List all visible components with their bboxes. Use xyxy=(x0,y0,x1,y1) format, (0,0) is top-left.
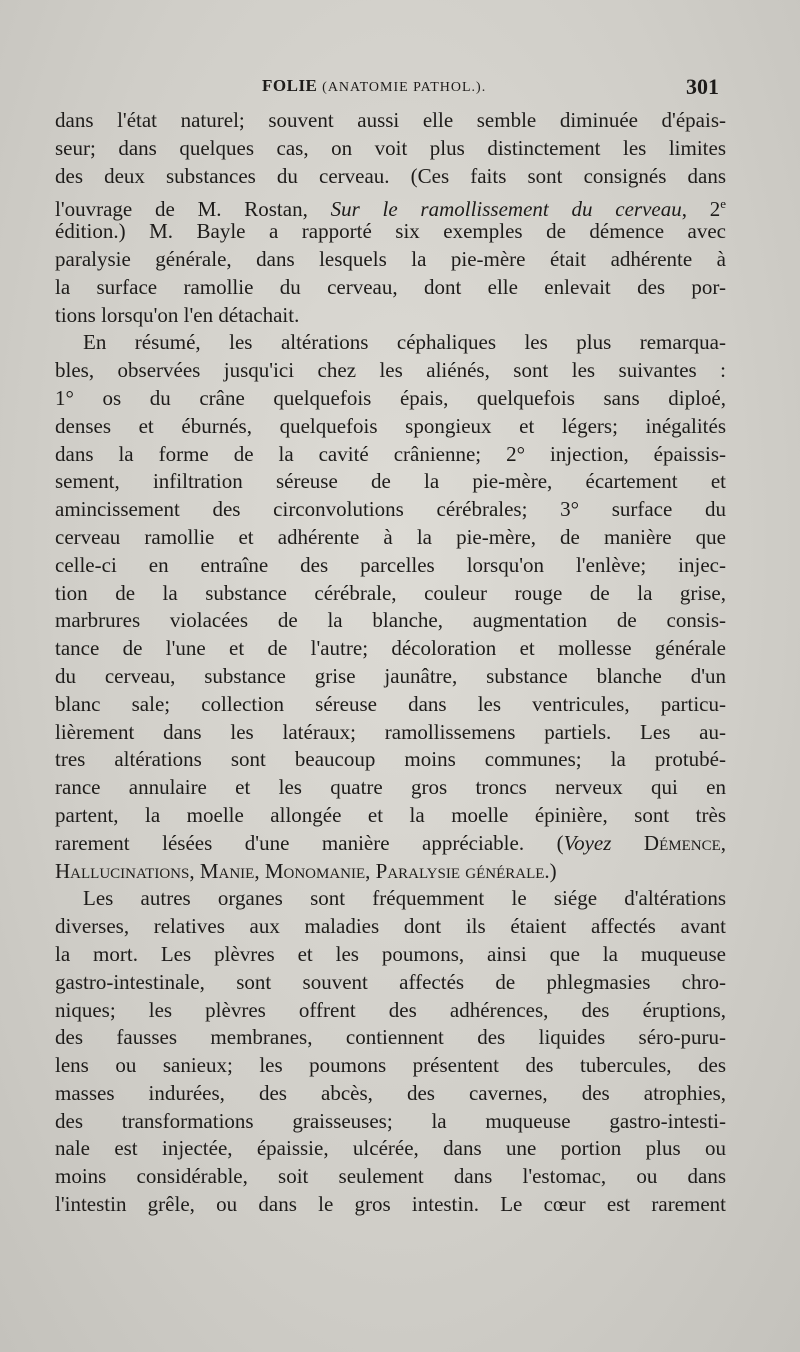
text-line: marbrures violacées de la blanche, augmentation de consis- xyxy=(55,608,726,633)
text-line: la mort. Les plèvres et les poumons, ainsi que la muqueuse xyxy=(55,941,726,966)
superscript: e xyxy=(720,196,726,212)
cross-reference-terms: Hallucinations, Manie, Monomanie, Paralysie générale.) xyxy=(55,858,557,883)
text-line: moins considérable, soit seulement dans l'estomac, ou dans xyxy=(55,1164,726,1189)
body-text xyxy=(55,107,726,1219)
text-line: nale est injectée, épaissie, ulcérée, dans une portion plus ou xyxy=(55,1136,726,1161)
text-line: sement, infiltration séreuse de la pie-mère, écartement et xyxy=(55,469,726,494)
text-line: bles, observées jusqu'ici chez les aliénés, sont les suivantes : xyxy=(55,358,726,383)
text-line: lens ou sanieux; les poumons présentent des tubercules, des xyxy=(55,1053,726,1078)
paragraph-start: Les autres organes sont fréquemment le siége d'altérations xyxy=(83,886,726,911)
text-line: paralysie générale, dans lesquels la pie-mère était adhérente à xyxy=(55,246,726,271)
text-line: des transformations graisseuses; la muqueuse gastro-intesti- xyxy=(55,1108,726,1133)
text-line: niques; les plèvres offrent des adhérences, des éruptions, xyxy=(55,997,726,1022)
text-line xyxy=(55,830,726,858)
text-line: seur; dans quelques cas, on voit plus distinctement les limites xyxy=(55,135,726,160)
text-line: la surface ramollie du cerveau, dont elle enlevait des por- xyxy=(55,274,726,299)
text-segment: rarement lésées d'une manière appréciable. ( xyxy=(55,830,564,855)
text-line: lièrement dans les latéraux; ramollissemens partiels. Les au- xyxy=(55,719,726,744)
running-head-subtitle: (ANATOMIE PATHOL.). xyxy=(322,80,487,95)
running-head xyxy=(262,76,486,96)
text-line: 1° os du crâne quelquefois épais, quelquefois sans diploé, xyxy=(55,385,726,410)
text-line: diverses, relatives aux maladies dont ils étaient affectés avant xyxy=(55,914,726,939)
text-line: tion de la substance cérébrale, couleur rouge de la grise, xyxy=(55,580,726,605)
book-title-reference: Sur le ramollissement du cerveau xyxy=(330,197,682,222)
running-head-title: FOLIE xyxy=(262,76,318,95)
text-segment: l'ouvrage de M. Rostan, xyxy=(55,197,331,222)
text-line xyxy=(55,190,726,222)
text-line: gastro-intestinale, sont souvent affectés de phlegmasies chro- xyxy=(55,969,726,994)
text-segment: , 2 xyxy=(681,197,721,222)
text-line: rance annulaire et les quatre gros troncs nerveux qui en xyxy=(55,775,726,800)
text-line: denses et éburnés, quelquefois spongieux et légers; inégalités xyxy=(55,413,726,438)
text-line: édition.) M. Bayle a rapporté six exemples de démence avec xyxy=(55,219,726,244)
text-line: des deux substances du cerveau. (Ces faits sont consignés dans xyxy=(55,163,726,188)
cross-reference-voyez: Voyez xyxy=(563,830,612,855)
text-line: masses indurées, des abcès, des cavernes, des atrophies, xyxy=(55,1080,726,1105)
text-line: blanc sale; collection séreuse dans les ventricules, particu- xyxy=(55,691,726,716)
text-line: partent, la moelle allongée et la moelle épinière, sont très xyxy=(55,802,726,827)
text-line: des fausses membranes, contiennent des liquides séro-puru- xyxy=(55,1025,726,1050)
page-header xyxy=(0,74,800,102)
text-line: l'intestin grêle, ou dans le gros intestin. Le cœur est rarement xyxy=(55,1192,726,1217)
page-number: 301 xyxy=(686,74,719,99)
text-line: cerveau ramollie et adhérente à la pie-mère, de manière que xyxy=(55,524,726,549)
text-line: amincissement des circonvolutions cérébrales; 3° surface du xyxy=(55,497,726,522)
text-line: tres altérations sont beaucoup moins communes; la protubé- xyxy=(55,747,726,772)
text-line: du cerveau, substance grise jaunâtre, substance blanche d'un xyxy=(55,663,726,688)
text-line: dans la forme de la cavité crânienne; 2° injection, épaissis- xyxy=(55,441,726,466)
cross-reference-term: Démence, xyxy=(643,830,726,855)
text-line: tance de l'une et de l'autre; décoloration et mollesse générale xyxy=(55,636,726,661)
text-line: tions lorsqu'on l'en détachait. xyxy=(55,302,300,327)
text-line: dans l'état naturel; souvent aussi elle semble diminuée d'épais- xyxy=(55,108,726,132)
text-line: celle-ci en entraîne des parcelles lorsqu'on l'enlève; injec- xyxy=(55,552,726,577)
paragraph-start: En résumé, les altérations céphaliques les plus remarqua- xyxy=(83,330,726,355)
